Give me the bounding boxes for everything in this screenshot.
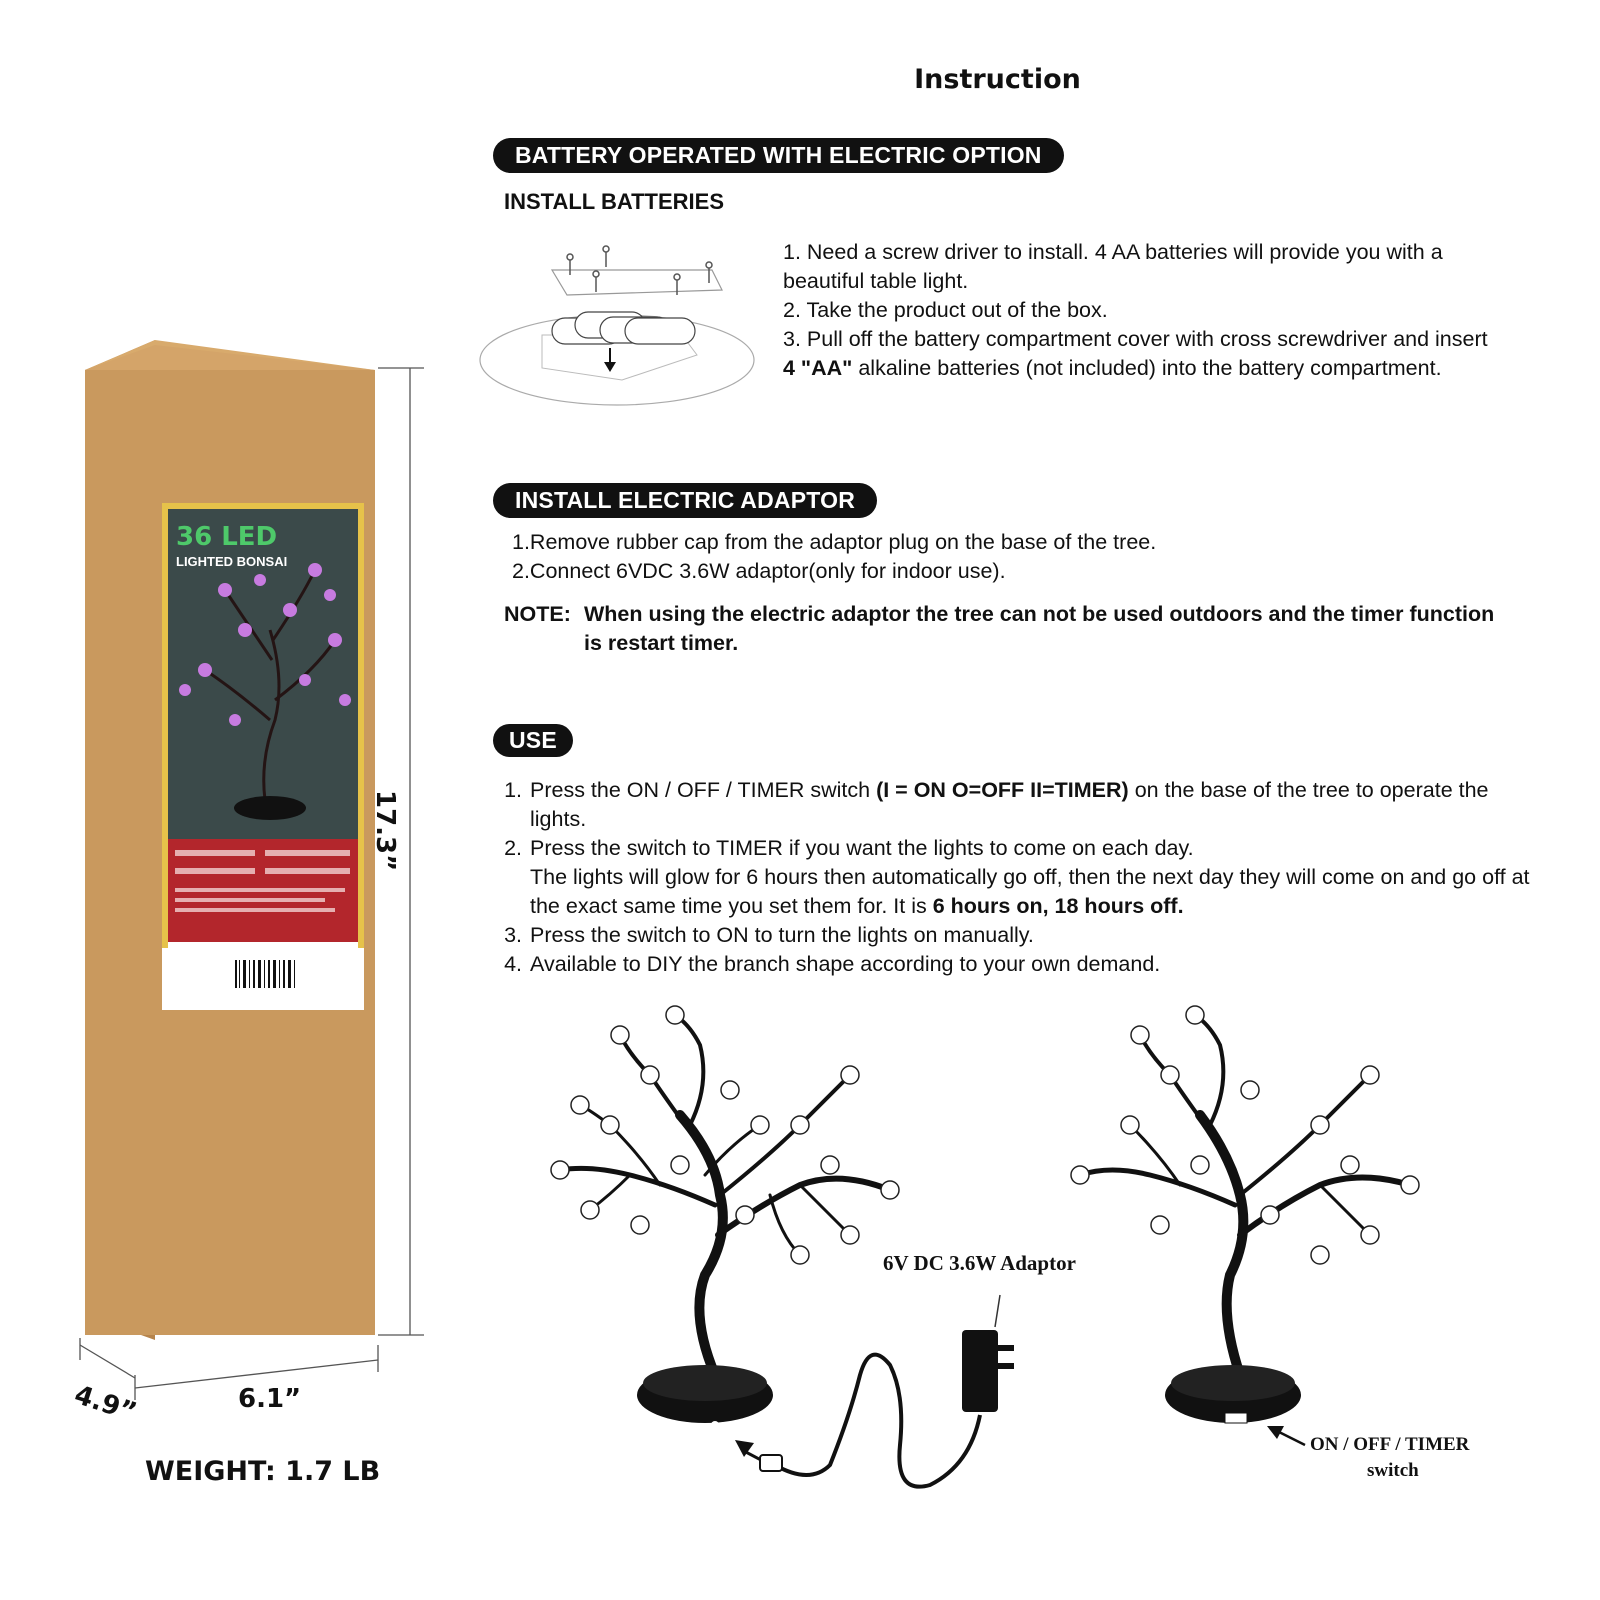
box-width-label: 6.1” <box>238 1384 302 1414</box>
adaptor-section-pill: INSTALL ELECTRIC ADAPTOR <box>493 483 877 518</box>
box-depth-label: 4.9” <box>70 1380 141 1429</box>
battery-step-2: 2. Take the product out of the box. <box>783 298 1108 322</box>
install-batteries-heading: INSTALL BATTERIES <box>504 189 724 214</box>
page-title: Instruction <box>914 64 1081 95</box>
battery-step-3 <box>783 325 1503 383</box>
adaptor-label: 6V DC 3.6W Adaptor <box>883 1251 1076 1275</box>
battery-step-3-text: 3. Pull off the battery compartment cover with cross screwdriver and insert <box>783 327 1488 351</box>
battery-section-pill: BATTERY OPERATED WITH ELECTRIC OPTION <box>493 138 1064 173</box>
use-step-1-text-end: on the base of the tree to operate the lights. <box>530 778 1489 831</box>
weight-label: WEIGHT: 1.7 LB <box>145 1456 381 1487</box>
use-step-1 <box>528 776 1538 834</box>
use-step-2-bold: 6 hours on, 18 hours off. <box>932 894 1184 918</box>
adaptor-step-2: 2.Connect 6VDC 3.6W adaptor(only for indoor use). <box>512 559 1006 583</box>
adaptor-step-1: 1.Remove rubber cap from the adaptor plug on the base of the tree. <box>512 530 1157 554</box>
use-step-1-bold: (I = ON O=OFF II=TIMER) <box>876 778 1129 802</box>
use-step-2-line-1: Press the switch to TIMER if you want the lights to come on each day. <box>530 836 1194 860</box>
use-step-1-text: Press the ON / OFF / TIMER switch <box>530 778 877 802</box>
battery-install-illustration <box>472 240 762 415</box>
battery-step-3-bold: 4 "AA" <box>783 356 853 380</box>
use-step-4: 4. Available to DIY the branch shape according to your own demand. <box>528 950 1538 979</box>
note-label: NOTE: <box>504 602 571 626</box>
box-brand-subtitle: LIGHTED BONSAI <box>176 554 288 569</box>
switch-label-line-2: switch <box>1367 1460 1419 1481</box>
note-text: When using the electric adaptor the tree can not be used outdoors and the timer function is restart timer. <box>584 602 1495 655</box>
use-step-2 <box>528 834 1538 921</box>
battery-step-3-text-end: alkaline batteries (not included) into the battery compartment. <box>852 356 1442 380</box>
box-height-label: 17.3” <box>370 790 400 872</box>
use-step-3: 3. Press the switch to ON to turn the lights on manually. <box>528 921 1538 950</box>
use-section-pill: USE <box>493 724 573 757</box>
battery-step-1: 1. Need a screw driver to install. 4 AA batteries will provide you with a beautiful table light. <box>783 240 1443 293</box>
switch-label-line-1: ON / OFF / TIMER <box>1310 1434 1470 1455</box>
box-brand-title: 36 LED <box>176 522 278 552</box>
use-step-2-line-2: The lights will glow for 6 hours then automatically go off, then the next day they will come on and go off at the exact same time you set them for. It is <box>530 865 1530 918</box>
dimension-lines <box>70 360 440 1400</box>
use-steps-list <box>500 776 1538 979</box>
